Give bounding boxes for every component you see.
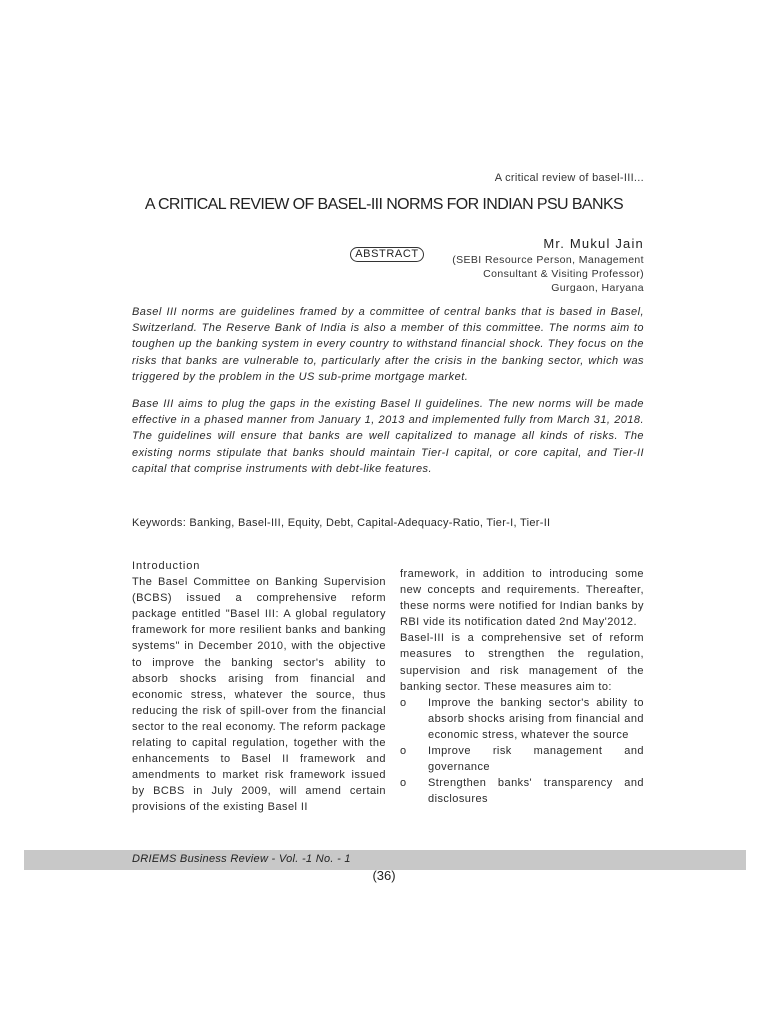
abstract-paragraph: Basel III norms are guidelines framed by a committee of central banks that is based in Basel, Switzerland. The Reserve Bank of India is also a member of this committee. The norms aim to toughen up the banking system in every country to withstand financial shock. They focus on the risks that banks are vulnerable to, particularly after the crisis in the banking sector, which was triggered by the problem in the US sub-prime mortgage market. [132,306,644,383]
abstract-badge: ABSTRACT [350,247,424,262]
abstract-body [132,304,644,488]
page-number: (36) [372,868,396,883]
right-column [400,566,644,807]
bullet-text: Improve risk management and governance [428,745,644,774]
footer-journal: DRIEMS Business Review - Vol. -1 No. - 1 [132,853,351,865]
bullet-item [400,743,644,775]
author-affiliation [452,253,644,295]
body-paragraph: The Basel Committee on Banking Supervision (BCBS) issued a comprehensive reform package entitled "Basel III: A global regulatory framework for more resilient banks and banking systems" in December 2010, with the objective to improve the banking sector's ability to absorb shocks arising from financial and economic stress, whatever the source, thus reducing the risk of spill-over from the financial sector to the real economy. The reform package relating to capital regulation, together with the enhancements to Basel II framework and amendments to market risk framework issued by BCBS in July 2009, will amend certain provisions of the existing Basel II [132,576,386,814]
left-column [132,558,386,816]
section-heading: Introduction [132,560,201,572]
running-head: A critical review of basel-III... [494,172,644,184]
bullet-marker: o [400,696,407,709]
keywords: Keywords: Banking, Basel-III, Equity, Debt, Capital-Adequacy-Ratio, Tier-I, Tier-II [132,517,551,529]
affiliation-line: Gurgaon, Haryana [551,282,644,294]
abstract-paragraph: Base III aims to plug the gaps in the existing Basel II guidelines. The new norms will be made effective in a phased manner from January 1, 2013 and implemented fully from March 31, 2018. The guidelines will ensure that banks are well capitalized to manage all kinds of risks. The existing norms stipulate that banks should maintain Tier-I capital, or core capital, and Tier-II capital that comprise instruments with debt-like features. [132,398,644,475]
body-paragraph: framework, in addition to introducing some new concepts and requirements. Thereafter, these norms were notified for Indian banks by RBI vide its notification dated 2nd May'2012. [400,568,644,629]
article-title: A CRITICAL REVIEW OF BASEL-III NORMS FOR INDIAN PSU BANKS [144,196,624,213]
bullet-item [400,695,644,743]
affiliation-line: (SEBI Resource Person, Management [452,254,644,266]
bullet-text: Strengthen banks' transparency and disclosures [428,777,644,806]
bullet-item [400,775,644,807]
affiliation-line: Consultant & Visiting Professor) [483,268,644,280]
author-name: Mr. Mukul Jain [543,236,644,251]
bullet-marker: o [400,777,407,790]
bullet-text: Improve the banking sector's ability to absorb shocks arising from financial and economic stress, whatever the source [428,696,644,741]
footer-bar [24,850,746,870]
body-paragraph: Basel-III is a comprehensive set of reform measures to strengthen the regulation, supervision and risk management of the banking sector. These measures aim to: [400,632,644,693]
bullet-marker: o [400,745,407,758]
